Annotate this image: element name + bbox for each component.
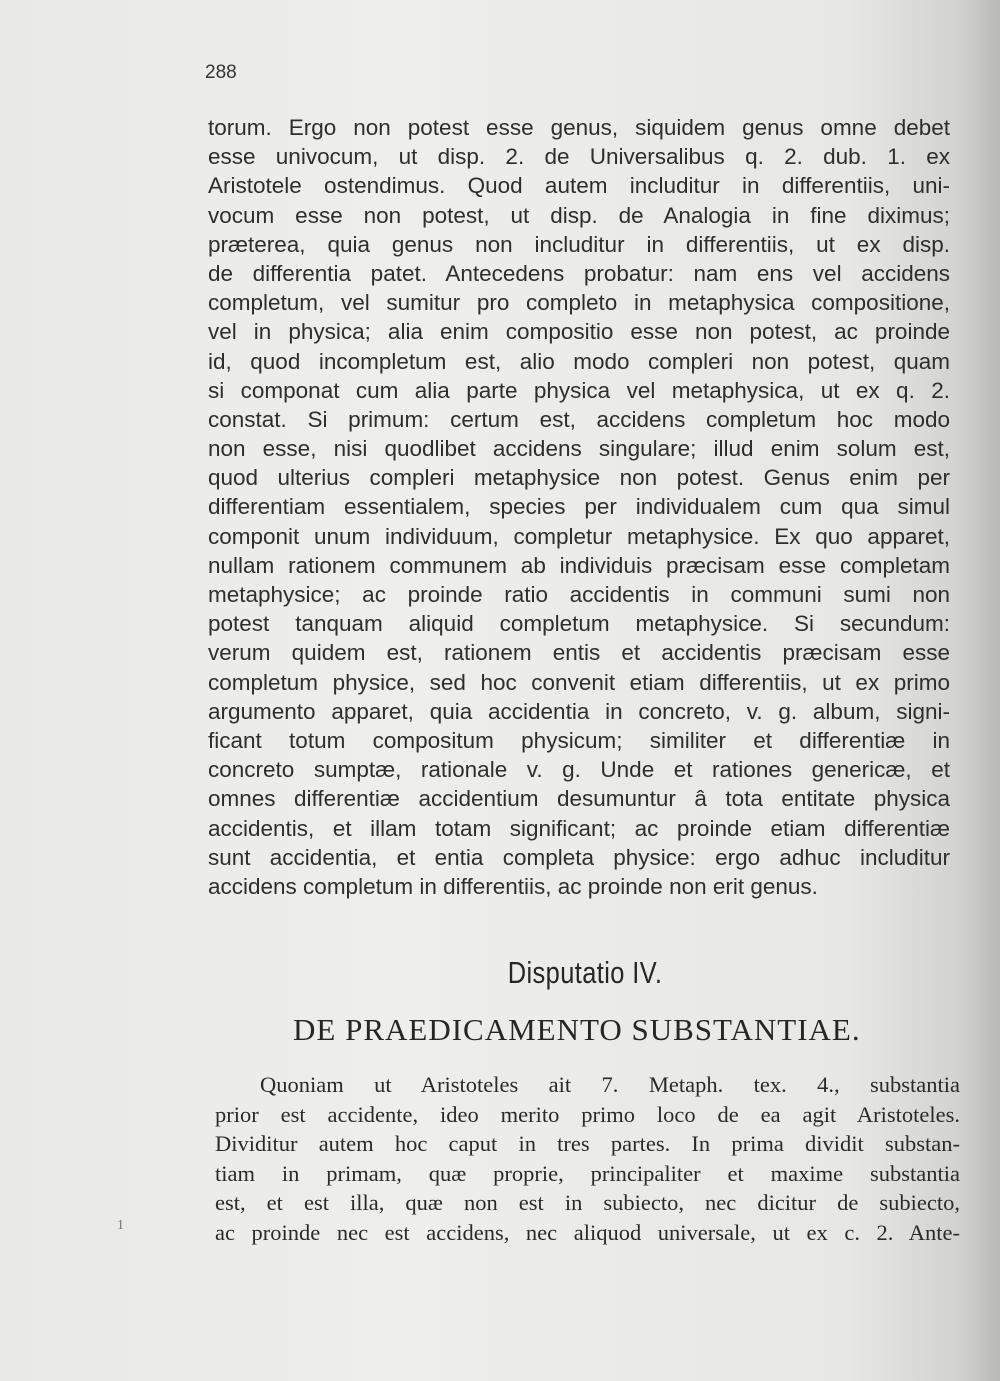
section-heading: DE PRAEDICAMENTO SUBSTANTIAE. xyxy=(293,1012,861,1047)
text-line: concreto sumptæ, rationale v. g. Unde et rationes genericæ, et xyxy=(208,757,950,783)
text-line: non esse, nisi quodlibet accidens singulare; illud enim solum est, xyxy=(208,436,950,462)
text-line: præterea, quia genus non includitur in differentiis, ut ex disp. xyxy=(208,231,950,257)
text-line: vel in physica; alia enim compositio esse non potest, ac proinde xyxy=(208,319,950,345)
text-line: quod ulterius compleri metaphysice non potest. Genus enim per xyxy=(208,465,950,491)
text-line: sunt accidentia, et entia completa physice: ergo adhuc includitur xyxy=(208,844,950,870)
text-line: potest tanquam aliquid completum metaphysice. Si secundum: xyxy=(208,611,950,637)
text-line: vocum esse non potest, ut disp. de Analogia in fine diximus; xyxy=(208,202,950,228)
text-line: nullam rationem communem ab individuis præcisam esse completam xyxy=(208,552,950,578)
text-line: omnes differentiæ accidentium desumuntur â tota entitate physica xyxy=(208,786,950,812)
text-line: de differentia patet. Antecedens probatur: nam ens vel accidens xyxy=(208,260,950,286)
page-number: 288 xyxy=(205,62,237,83)
text-line: Aristotele ostendimus. Quod autem includitur in differentiis, uni- xyxy=(208,173,950,199)
text-line: argumento apparet, quia accidentia in concreto, v. g. album, signi- xyxy=(208,698,950,724)
text-line: metaphysice; ac proinde ratio accidentis in communi sumi non xyxy=(208,582,950,607)
text-line: id, quod incompletum est, alio modo compleri non potest, quam xyxy=(208,348,950,374)
section-text-block xyxy=(215,1070,960,1247)
text-line: torum. Ergo non potest esse genus, siquidem genus omne debet xyxy=(208,115,950,140)
text-line: accidens completum in differentiis, ac proinde non erit genus. xyxy=(208,873,818,899)
text-line: componit unum individuum, completur metaphysice. Ex quo apparet, xyxy=(208,523,950,549)
text-line: accidentis, et illam totam significant; ac proinde etiam differentiæ xyxy=(208,815,950,841)
text-line: est, et est illa, quæ non est in subiecto, nec dicitur de subiecto, xyxy=(215,1190,960,1215)
text-line: tiam in primam, quæ proprie, principaliter et maxime substantia xyxy=(215,1160,960,1186)
text-line: Dividitur autem hoc caput in tres partes. In prima dividit substan- xyxy=(215,1131,960,1156)
text-line: ficant totum compositum physicum; similiter et differentiæ in xyxy=(208,727,950,753)
main-text-block xyxy=(208,113,950,901)
text-line: ac proinde nec est accidens, nec aliquod universale, ut ex c. 2. Ante- xyxy=(215,1219,960,1245)
text-line: completum physice, sed hoc convenit etiam differentiis, ut ex primo xyxy=(208,669,950,695)
disputatio-heading: Disputatio IV. xyxy=(507,955,663,990)
text-line: esse univocum, ut disp. 2. de Universalibus q. 2. dub. 1. ex xyxy=(208,144,950,170)
text-line: prior est accidente, ideo merito primo loco de ea agit Aristoteles. xyxy=(215,1101,960,1127)
text-line: constat. Si primum: certum est, accidens completum hoc modo xyxy=(208,406,950,432)
margin-note: 1 xyxy=(117,1218,124,1233)
text-line: completum, vel sumitur pro completo in metaphysica compositione, xyxy=(208,290,950,316)
text-line: si componat cum alia parte physica vel metaphysica, ut ex q. 2. xyxy=(208,377,950,403)
text-line: differentiam essentialem, species per individualem cum qua simul xyxy=(208,494,950,520)
text-line: verum quidem est, rationem entis et accidentis præcisam esse xyxy=(208,640,950,666)
text-line: Quoniam ut Aristoteles ait 7. Metaph. tex. 4., substantia xyxy=(260,1072,960,1097)
